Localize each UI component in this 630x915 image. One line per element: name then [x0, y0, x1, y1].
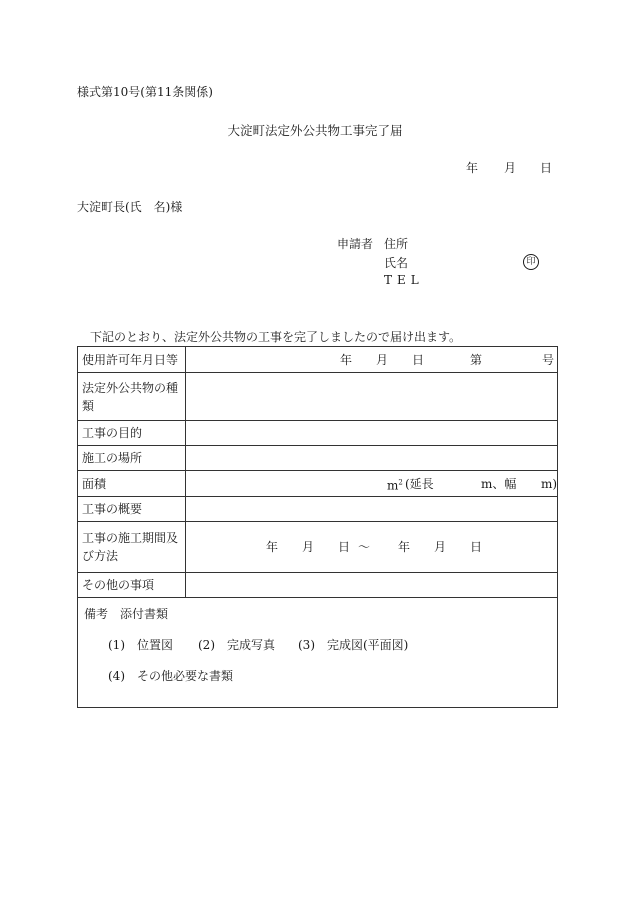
other-matters-field[interactable]	[186, 573, 558, 598]
address-label: 住所	[384, 237, 409, 251]
extension-label: (延長	[405, 476, 434, 491]
row-label: その他の事項	[78, 573, 186, 598]
table-row	[78, 421, 558, 446]
table-row	[78, 497, 558, 522]
permit-year-unit: 年	[340, 352, 353, 367]
attachment-item: (1) 位置図	[108, 638, 173, 652]
table-row	[78, 573, 558, 598]
document-title: 大淀町法定外公共物工事完了届	[227, 123, 403, 138]
seal-mark-icon: 印	[523, 254, 539, 270]
period-separator: ～	[358, 540, 371, 554]
start-day-unit: 日	[338, 540, 351, 554]
permit-month-unit: 月	[376, 352, 389, 367]
remarks-row	[78, 598, 558, 708]
remarks-section	[78, 598, 558, 708]
start-month-unit: 月	[302, 540, 315, 554]
row-label: 法定外公共物の種類	[78, 373, 186, 421]
table-row	[78, 471, 558, 497]
tel-label: TEL	[384, 273, 424, 287]
row-label: 工事の施工期間及び方法	[78, 522, 186, 573]
remarks-title: 備考 添付書類	[84, 607, 169, 621]
row-label: 工事の概要	[78, 497, 186, 522]
width-label: m、幅	[481, 476, 517, 491]
intro-text: 下記のとおり、法定外公共物の工事を完了しましたので届け出ます。	[90, 330, 462, 344]
table-row	[78, 446, 558, 471]
row-label: 面積	[78, 471, 186, 497]
attachment-item: (3) 完成図(平面図)	[298, 638, 409, 652]
row-label: 使用許可年月日等	[78, 347, 186, 373]
area-field[interactable]	[186, 471, 558, 497]
permit-no-prefix: 第	[470, 352, 483, 367]
end-month-unit: 月	[434, 540, 447, 554]
completion-form-table	[77, 346, 558, 708]
form-number: 様式第10号(第11条関係)	[77, 85, 213, 99]
table-row	[78, 373, 558, 421]
attachment-item: (2) 完成写真	[198, 638, 275, 652]
end-year-unit: 年	[398, 540, 411, 554]
permit-day-unit: 日	[412, 352, 425, 367]
date-month: 月	[504, 161, 517, 175]
applicant-label: 申請者	[337, 237, 374, 251]
table-row	[78, 522, 558, 573]
date-day: 日	[540, 161, 553, 175]
width-unit: m)	[541, 476, 558, 491]
name-label: 氏名	[384, 256, 409, 270]
construction-summary-field[interactable]	[186, 497, 558, 522]
area-unit: $m^2$	[387, 478, 403, 492]
row-label: 工事の目的	[78, 421, 186, 446]
table-row	[78, 347, 558, 373]
start-year-unit: 年	[266, 540, 279, 554]
date-year: 年	[466, 161, 479, 175]
attachment-item: (4) その他必要な書類	[108, 669, 233, 683]
row-label: 施工の場所	[78, 446, 186, 471]
end-day-unit: 日	[470, 540, 483, 554]
construction-period-field[interactable]	[186, 522, 558, 573]
permit-no-suffix: 号	[542, 352, 555, 367]
construction-purpose-field[interactable]	[186, 421, 558, 446]
addressee: 大淀町長(氏 名)様	[77, 200, 183, 214]
permit-date-field[interactable]	[186, 347, 558, 373]
public-property-type-field[interactable]	[186, 373, 558, 421]
construction-location-field[interactable]	[186, 446, 558, 471]
